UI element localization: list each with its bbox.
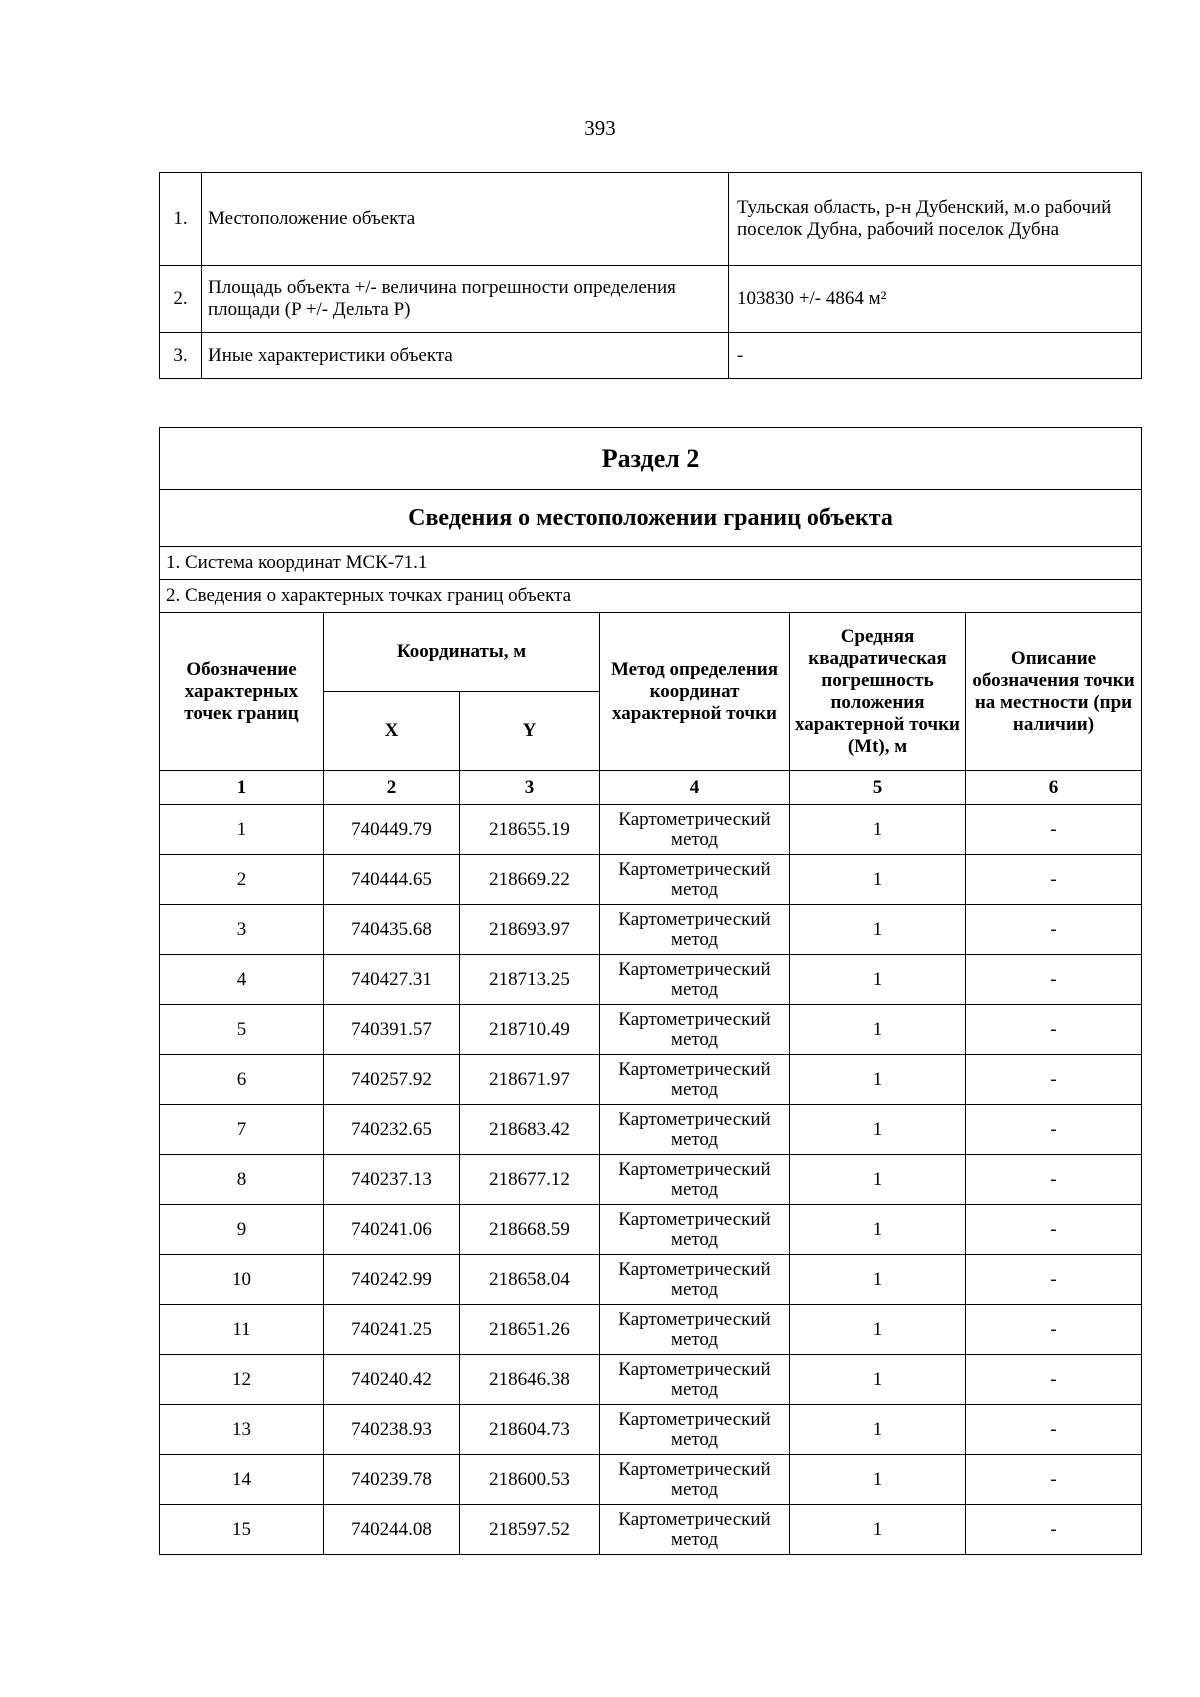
table-row <box>160 1055 1142 1105</box>
column-number: 1 <box>160 771 324 805</box>
coord-y: 218713.25 <box>460 955 600 1005</box>
coord-x: 740240.42 <box>324 1355 460 1405</box>
point-description: - <box>966 1255 1142 1305</box>
mt-value: 1 <box>790 1005 966 1055</box>
page-number: 393 <box>584 116 616 140</box>
method: Картометрический метод <box>600 1055 790 1105</box>
info-row-number: 2. <box>160 266 202 333</box>
point-id: 11 <box>160 1305 324 1355</box>
coord-x: 740241.06 <box>324 1205 460 1255</box>
point-description: - <box>966 1105 1142 1155</box>
coord-y: 218597.52 <box>460 1505 600 1555</box>
point-description: - <box>966 805 1142 855</box>
coord-x: 740444.65 <box>324 855 460 905</box>
method: Картометрический метод <box>600 1255 790 1305</box>
point-id: 5 <box>160 1005 324 1055</box>
coord-x: 740232.65 <box>324 1105 460 1155</box>
mt-value: 1 <box>790 1455 966 1505</box>
coord-x: 740238.93 <box>324 1405 460 1455</box>
mt-value: 1 <box>790 1355 966 1405</box>
header-method: Метод определения координат характерной точки <box>600 613 790 771</box>
mt-value: 1 <box>790 955 966 1005</box>
method: Картометрический метод <box>600 805 790 855</box>
method: Картометрический метод <box>600 1505 790 1555</box>
info-row-label: Местоположение объекта <box>202 173 729 266</box>
coord-x: 740257.92 <box>324 1055 460 1105</box>
point-description: - <box>966 1205 1142 1255</box>
column-number: 5 <box>790 771 966 805</box>
coord-x: 740435.68 <box>324 905 460 955</box>
header-error: Средняя квадратическая погрешность положения характерной точки (Mt), м <box>790 613 966 771</box>
table-row <box>160 905 1142 955</box>
table-row <box>160 1405 1142 1455</box>
table-row <box>160 1105 1142 1155</box>
mt-value: 1 <box>790 1155 966 1205</box>
mt-value: 1 <box>790 1405 966 1455</box>
point-id: 7 <box>160 1105 324 1155</box>
coord-y: 218604.73 <box>460 1405 600 1455</box>
point-description: - <box>966 955 1142 1005</box>
info-row-value: - <box>729 333 1142 379</box>
point-id: 4 <box>160 955 324 1005</box>
header-y: Y <box>460 692 600 771</box>
point-description: - <box>966 1055 1142 1105</box>
point-id: 15 <box>160 1505 324 1555</box>
mt-value: 1 <box>790 855 966 905</box>
coord-y: 218669.22 <box>460 855 600 905</box>
header-description: Описание обозначения точки на местности (при наличии) <box>966 613 1142 771</box>
table-row <box>160 1455 1142 1505</box>
info-row-other <box>160 333 1142 379</box>
point-description: - <box>966 905 1142 955</box>
mt-value: 1 <box>790 805 966 855</box>
method: Картометрический метод <box>600 1205 790 1255</box>
coord-x: 740242.99 <box>324 1255 460 1305</box>
point-id: 3 <box>160 905 324 955</box>
coord-x: 740449.79 <box>324 805 460 855</box>
point-description: - <box>966 1355 1142 1405</box>
info-row-location <box>160 173 1142 266</box>
point-description: - <box>966 1455 1142 1505</box>
coord-x: 740427.31 <box>324 955 460 1005</box>
table-row <box>160 1005 1142 1055</box>
point-id: 6 <box>160 1055 324 1105</box>
coord-y: 218600.53 <box>460 1455 600 1505</box>
mt-value: 1 <box>790 1105 966 1155</box>
method: Картометрический метод <box>600 1455 790 1505</box>
table-row <box>160 1505 1142 1555</box>
method: Картометрический метод <box>600 1005 790 1055</box>
point-id: 14 <box>160 1455 324 1505</box>
section-subtitle: Сведения о местоположении границ объекта <box>160 490 1142 547</box>
table-row <box>160 855 1142 905</box>
coord-y: 218671.97 <box>460 1055 600 1105</box>
point-description: - <box>966 1005 1142 1055</box>
column-number: 4 <box>600 771 790 805</box>
point-description: - <box>966 855 1142 905</box>
column-number: 3 <box>460 771 600 805</box>
info-row-number: 3. <box>160 333 202 379</box>
coordinate-system: 1. Система координат МСК-71.1 <box>160 547 1142 580</box>
method: Картометрический метод <box>600 1405 790 1455</box>
method: Картометрический метод <box>600 1105 790 1155</box>
coord-x: 740237.13 <box>324 1155 460 1205</box>
point-id: 13 <box>160 1405 324 1455</box>
coord-y: 218677.12 <box>460 1155 600 1205</box>
mt-value: 1 <box>790 1255 966 1305</box>
object-info-table <box>159 172 1142 379</box>
coord-y: 218655.19 <box>460 805 600 855</box>
coord-y: 218658.04 <box>460 1255 600 1305</box>
point-id: 1 <box>160 805 324 855</box>
coord-y: 218668.59 <box>460 1205 600 1255</box>
point-id: 9 <box>160 1205 324 1255</box>
boundary-points-table <box>159 427 1142 1555</box>
method: Картометрический метод <box>600 1155 790 1205</box>
point-description: - <box>966 1305 1142 1355</box>
mt-value: 1 <box>790 1055 966 1105</box>
coord-y: 218651.26 <box>460 1305 600 1355</box>
table-row <box>160 1355 1142 1405</box>
method: Картометрический метод <box>600 905 790 955</box>
point-id: 8 <box>160 1155 324 1205</box>
coord-x: 740239.78 <box>324 1455 460 1505</box>
mt-value: 1 <box>790 905 966 955</box>
column-number: 2 <box>324 771 460 805</box>
info-row-label: Площадь объекта +/- величина погрешности определения площади (P +/- Дельта P) <box>202 266 729 333</box>
method: Картометрический метод <box>600 955 790 1005</box>
points-caption: 2. Сведения о характерных точках границ объекта <box>160 580 1142 613</box>
info-row-area <box>160 266 1142 333</box>
point-description: - <box>966 1405 1142 1455</box>
coord-y: 218710.49 <box>460 1005 600 1055</box>
coord-x: 740244.08 <box>324 1505 460 1555</box>
column-number-row <box>160 771 1142 805</box>
point-description: - <box>966 1505 1142 1555</box>
point-id: 10 <box>160 1255 324 1305</box>
info-row-label: Иные характеристики объекта <box>202 333 729 379</box>
table-row <box>160 805 1142 855</box>
table-row <box>160 1255 1142 1305</box>
mt-value: 1 <box>790 1305 966 1355</box>
info-row-number: 1. <box>160 173 202 266</box>
header-designation: Обозначение характерных точек границ <box>160 613 324 771</box>
table-row <box>160 1305 1142 1355</box>
coord-y: 218693.97 <box>460 905 600 955</box>
table-row <box>160 1205 1142 1255</box>
coord-y: 218683.42 <box>460 1105 600 1155</box>
point-description: - <box>966 1155 1142 1205</box>
point-id: 12 <box>160 1355 324 1405</box>
column-number: 6 <box>966 771 1142 805</box>
info-row-value: 103830 +/- 4864 м² <box>729 266 1142 333</box>
header-coordinates: Координаты, м <box>324 613 600 692</box>
table-row <box>160 1155 1142 1205</box>
mt-value: 1 <box>790 1205 966 1255</box>
section-title: Раздел 2 <box>160 428 1142 490</box>
coord-x: 740391.57 <box>324 1005 460 1055</box>
coord-x: 740241.25 <box>324 1305 460 1355</box>
table-row <box>160 955 1142 1005</box>
method: Картометрический метод <box>600 1355 790 1405</box>
point-id: 2 <box>160 855 324 905</box>
method: Картометрический метод <box>600 1305 790 1355</box>
info-row-value: Тульская область, р-н Дубенский, м.о рабочий поселок Дубна, рабочий поселок Дубна <box>729 173 1142 266</box>
mt-value: 1 <box>790 1505 966 1555</box>
header-x: X <box>324 692 460 771</box>
method: Картометрический метод <box>600 855 790 905</box>
coord-y: 218646.38 <box>460 1355 600 1405</box>
